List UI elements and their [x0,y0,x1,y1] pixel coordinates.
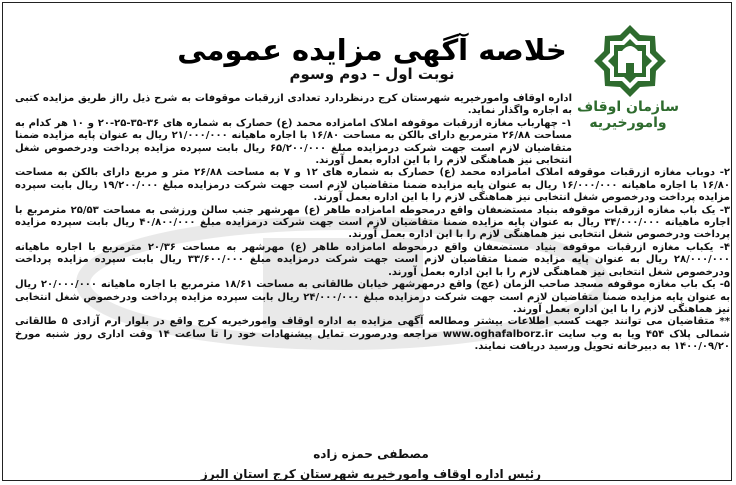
notice-frame [2,2,732,481]
page-subtitle: نوبت اول – دوم وسوم [289,65,455,83]
list-item: ۳- یک باب مغازه ازرقبات موقوفه بنیاد مستضعفان واقع درمحوطه امامزاده طاهر (ع) مهرشهر جنب سالن ورزشی به مساحت ۲۵/۵۳ مترمربع با اجاره ماهیانه ۳۴/۰۰۰/۰۰۰ ریال به عنوان پایه مزایده ضمنا متقاضیان لازم است جهت شرکت درمزایده مبلغ ۴۰/۸۰۰/۰۰۰ ریال بابت سپرده مزایده پرداخت ودرخصوص شغل انتخابی نیز هماهنگی لازم را با این اداره بعمل آورند. [15,204,730,241]
list-item: ۵- یک باب مغازه موقوفه مسجد صاحب الزمان (عج) واقع درمهرشهر خیابان طالقانی به مساحت ۱۸/۶۱ مترمربع با اجاره ماهیانه ۲۰/۰۰۰/۰۰۰ ریال به عنوان پایه مزایده ضمنا متقاضیان لازم است جهت شرکت درمزایده مبلغ ۲۴/۰۰۰/۰۰۰ ریال بابت سپرده مزایده پرداخت ودرخصوص شغل انتخابی نیز هماهنگی لازم را با این اداره بعمل آورند. [15,279,731,315]
notice-body [15,93,730,354]
list-item: ۱- چهارباب مغازه ازرقبات موقوفه املاک امامزاده محمد (ع) حصارک به شماره های ۳۶-۳۵-۲۵-۲۰ و ۱۰ هر کدام به مساحت ۲۶/۸۸ مترمربع دارای بالکن به مساحت ۱۶/۸۰ با اجاره ماهیانه ۲۱/۰۰۰/۰۰۰ ریال به عنوان پایه مزایده ضمنا متقاضیان لازم است جهت شرکت درمزایده مبلغ ۶۵/۲۰۰/۰۰۰ ریال بابت سپرده مزایده پرداخت ودرخصوص شغل انتخابی نیز هماهنگی لازم را با این اداره بعمل آورند. [15,117,572,167]
list-item: ۲- دوباب مغازه ازرقبات موقوفه املاک امامزاده محمد (ع) حصارک به شماره های ۱۲ و ۷ به مساحت ۲۶/۸۸ متر و مربع دارای بالکن به مساحت ۱۶/۸۰ با اجاره ماهیانه ۱۶/۰۰۰/۰۰۰ ریال به عنوان پایه مزایده ضمنا متقاضیان لازم است جهت شرکت درمزایده مبلغ ۱۹/۲۰۰/۰۰۰ ریال بابت سپرده مزایده پرداخت ودرخصوص شغل انتخابی نیز هماهنگی لازم را با این اداره بعمل آورند. [15,167,730,204]
list-item: ۴- یکباب مغازه ازرقبات موقوفه بنیاد مستضعفان واقع درمحوطه امامزاده طاهر (ع) مهرشهر به مساحت ۲۰/۳۶ مترمربع با اجاره ماهیانه ۲۸/۰۰۰/۰۰۰ ریال به عنوان پایه مزایده ضمنا متقاضیان لازم است جهت شرکت درمزایده مبلغ ۳۳/۶۰۰/۰۰۰ ریال بابت سپرده مزایده پرداخت ودرخصوص شغل انتخابی نیز هماهنگی لازم را با این اداره بعمل آورند. [15,241,731,278]
mosque-emblem-icon [555,21,705,101]
signature-title: رئیس اداره اوقاف وامورخیریه شهرستان کرج استان البرز [200,467,542,481]
org-name: سازمان اوقاف وامورخیریه [576,99,680,131]
page-title: خلاصه آگهی مزایده عمومی [177,33,567,67]
intro-paragraph: اداره اوقاف وامورخیریه شهرستان کرج درنظردارد تعدادی ازرقبات موقوفات به شرح ذیل رااز طریق مزایده کتبی به اجاره واگذار نماید. [15,93,572,117]
list-item: ** متقاضیان می توانند جهت کسب اطلاعات بیشتر ومطالعه آگهی مزایده به اداره اوقاف وامورخیریه کرج واقع در بلوار ارم آزادی ۵ طالقانی شمالی پلاک ۴۵۴ ویا به وب سایت www.oghafalborz.ir مراجعه ودرصورت تمایل پیشنهادات خود را تا ساعت ۱۴ وقت اداری روز شنبه مورخ ۱۴۰۰/۰۹/۲۰ به دبیرخانه تحویل ورسید دریافت نمایند. [15,316,731,353]
signature-name: مصطفی حمزه زاده [313,447,429,461]
